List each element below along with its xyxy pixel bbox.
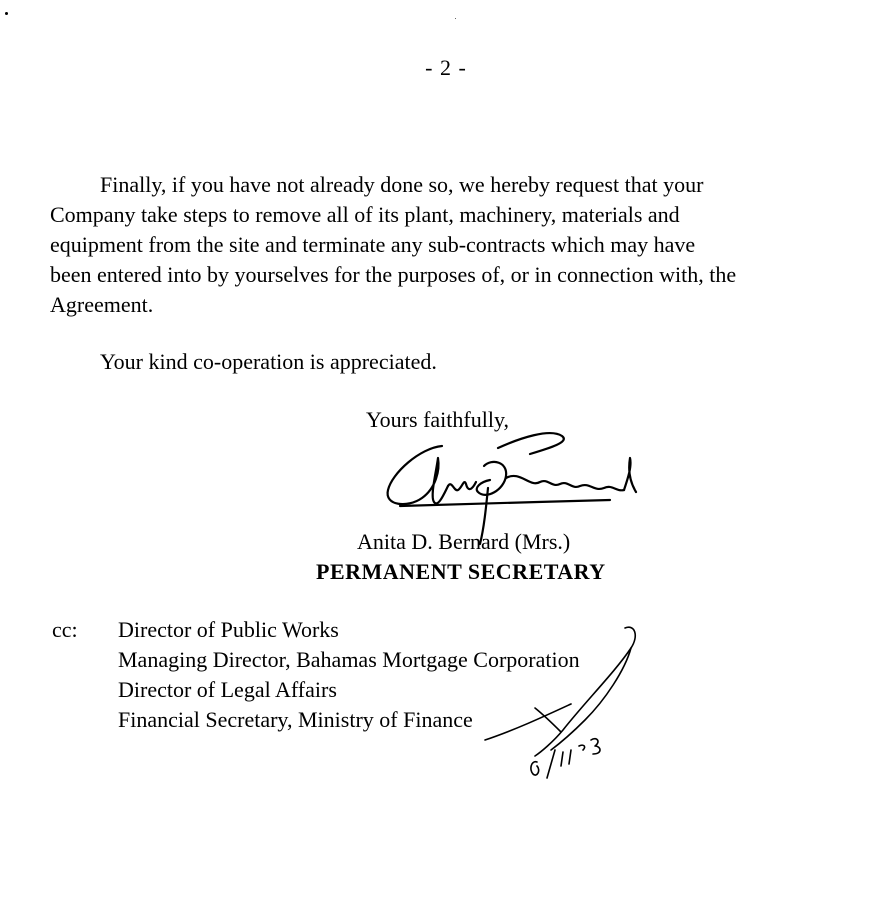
page-number: - 2 - xyxy=(425,55,467,80)
body-line: Finally, if you have not already done so, we hereby request that your xyxy=(100,172,704,197)
body-paragraph xyxy=(50,170,860,320)
body-line: Company take steps to remove all of its plant, machinery, materials and xyxy=(50,202,680,227)
body-line: Agreement. xyxy=(50,292,154,317)
cc-label: cc: xyxy=(52,617,78,642)
body-line: equipment from the site and terminate any sub-contracts which may have xyxy=(50,232,696,257)
scan-speck xyxy=(455,18,456,19)
cc-recipient: Financial Secretary, Ministry of Finance xyxy=(118,707,473,732)
signatory-title: PERMANENT SECRETARY xyxy=(316,559,606,584)
closing-sentence: Your kind co-operation is appreciated. xyxy=(100,349,437,374)
body-line: been entered into by yourselves for the purposes of, or in connection with, the xyxy=(50,262,737,287)
cc-recipient: Director of Public Works xyxy=(118,617,339,642)
handwritten-initials-and-date xyxy=(475,620,655,790)
valediction: Yours faithfully, xyxy=(366,407,510,432)
signatory-name: Anita D. Bernard (Mrs.) xyxy=(357,529,571,554)
cc-recipient: Managing Director, Bahamas Mortgage Corporation xyxy=(118,647,580,672)
cc-recipient: Director of Legal Affairs xyxy=(118,677,337,702)
scan-dot-mark xyxy=(5,12,8,15)
